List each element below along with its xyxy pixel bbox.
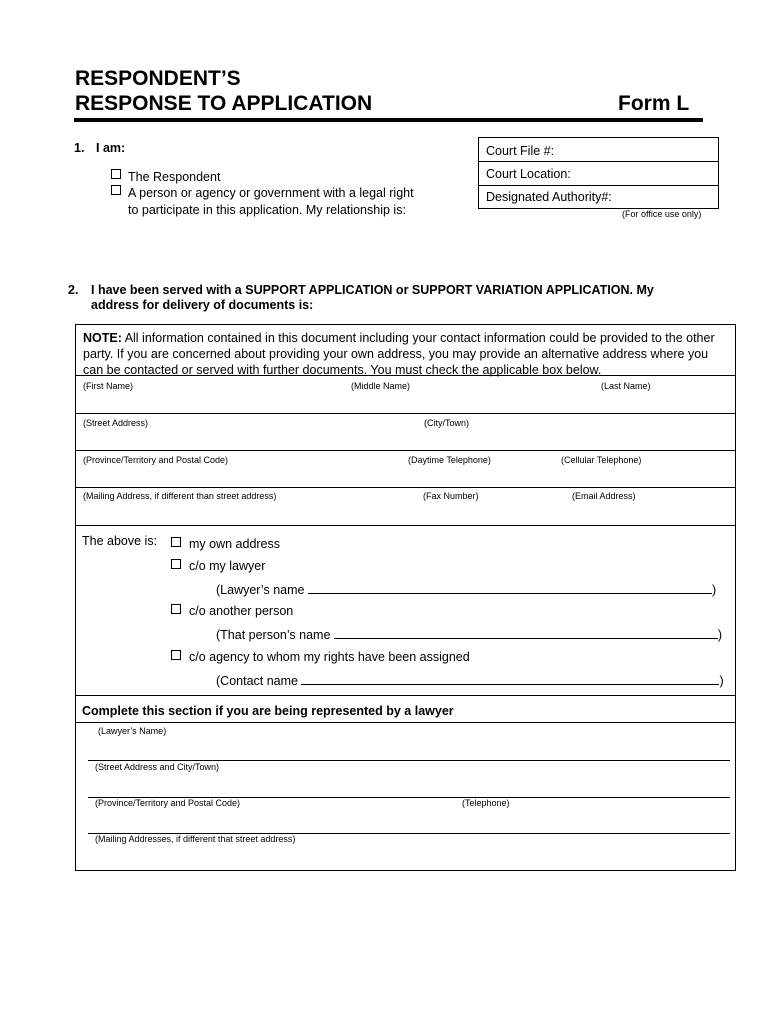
- office-use-note: (For office use only): [622, 209, 702, 219]
- cell-phone-label: (Cellular Telephone): [561, 455, 642, 465]
- person-name-input[interactable]: [334, 626, 718, 639]
- note-text-line3: can be contacted or served with further documents. You must check the applicable box below.: [83, 363, 602, 377]
- legal-right-checkbox[interactable]: [111, 185, 121, 195]
- province-postal-label: (Province/Territory and Postal Code): [83, 455, 229, 465]
- privacy-note: [83, 330, 731, 378]
- note-text-line2: party. If you are concerned about providing your own address, you may provide an alternative address where you: [83, 347, 709, 361]
- respondent-checkbox[interactable]: [111, 169, 121, 179]
- fax-label: (Fax Number): [423, 491, 479, 501]
- form-title-line1: RESPONDENT’S: [75, 67, 241, 90]
- court-location-field[interactable]: [479, 162, 718, 186]
- legal-right-option-line2: to participate in this application. My relationship is:: [128, 203, 406, 217]
- section2-number: 2.: [68, 283, 79, 297]
- section2-heading-line1: I have been served with a SUPPORT APPLICATION or SUPPORT VARIATION APPLICATION. My: [91, 283, 654, 297]
- form-title-line2: RESPONSE TO APPLICATION: [75, 92, 373, 115]
- contact-name-prompt: (Contact name: [216, 674, 298, 688]
- city-town-label: (City/Town): [424, 418, 470, 428]
- designated-authority-field[interactable]: [479, 186, 718, 208]
- lawyer-name-input[interactable]: [308, 581, 712, 594]
- section2-heading-line2: address for delivery of documents is:: [91, 298, 314, 312]
- street-row[interactable]: [76, 414, 735, 450]
- lawyer-name-prompt: (Lawyer’s name: [216, 583, 305, 597]
- form-id: Form L: [618, 92, 690, 115]
- divider: [76, 525, 735, 526]
- lawyer-street-city-label: (Street Address and City/Town): [95, 762, 220, 772]
- agency-label: c/o agency to whom my rights have been assigned: [189, 650, 470, 664]
- divider: [76, 695, 735, 696]
- privacy-note-line1: [83, 330, 731, 346]
- own-address-label: my own address: [189, 537, 281, 551]
- street-address-label: (Street Address): [83, 418, 149, 428]
- mailing-address-label: (Mailing Address, if different than street address): [83, 491, 277, 501]
- lawyer-telephone-label: (Telephone): [462, 798, 510, 808]
- email-label: (Email Address): [572, 491, 636, 501]
- section1-number: 1.: [74, 141, 85, 155]
- court-file-field[interactable]: [479, 138, 718, 162]
- title-rule: [74, 118, 703, 122]
- last-name-label: (Last Name): [601, 381, 651, 391]
- note-text-line1: All information contained in this document including your contact information could be provided to the other: [124, 331, 715, 345]
- designated-authority-label: Designated Authority#:: [486, 190, 612, 204]
- my-lawyer-checkbox[interactable]: [171, 559, 181, 569]
- lawyer-section-heading: Complete this section if you are being represented by a lawyer: [82, 704, 454, 718]
- middle-name-label: (Middle Name): [351, 381, 411, 391]
- legal-right-option-line1: A person or agency or government with a legal right: [128, 186, 414, 200]
- lawyer-province-postal-label: (Province/Territory and Postal Code): [95, 798, 241, 808]
- lawyer-name-field[interactable]: [88, 723, 730, 760]
- first-name-label: (First Name): [83, 381, 133, 391]
- lawyer-name-close: ): [711, 583, 717, 597]
- daytime-phone-label: (Daytime Telephone): [408, 455, 491, 465]
- own-address-checkbox[interactable]: [171, 537, 181, 547]
- another-person-label: c/o another person: [189, 604, 294, 618]
- lawyer-name-line: [216, 581, 716, 598]
- court-location-label: Court Location:: [486, 167, 571, 181]
- contact-name-input[interactable]: [301, 672, 719, 685]
- lawyer-name-field-label: (Lawyer’s Name): [98, 726, 167, 736]
- another-person-checkbox[interactable]: [171, 604, 181, 614]
- contact-name-line: [216, 672, 724, 689]
- lawyer-mailing-label: (Mailing Addresses, if different that street address): [95, 834, 296, 844]
- my-lawyer-label: c/o my lawyer: [189, 559, 266, 573]
- person-name-prompt: (That person’s name: [216, 628, 331, 642]
- court-file-label: Court File #:: [486, 144, 555, 158]
- agency-checkbox[interactable]: [171, 650, 181, 660]
- respondent-option-label: The Respondent: [128, 170, 221, 184]
- section1-heading: I am:: [96, 141, 126, 155]
- person-name-line: [216, 626, 722, 643]
- above-is-label: The above is:: [82, 534, 158, 548]
- person-name-close: ): [717, 628, 723, 642]
- note-label: NOTE:: [83, 331, 122, 345]
- contact-name-close: ): [719, 674, 724, 688]
- office-use-box: [478, 137, 719, 209]
